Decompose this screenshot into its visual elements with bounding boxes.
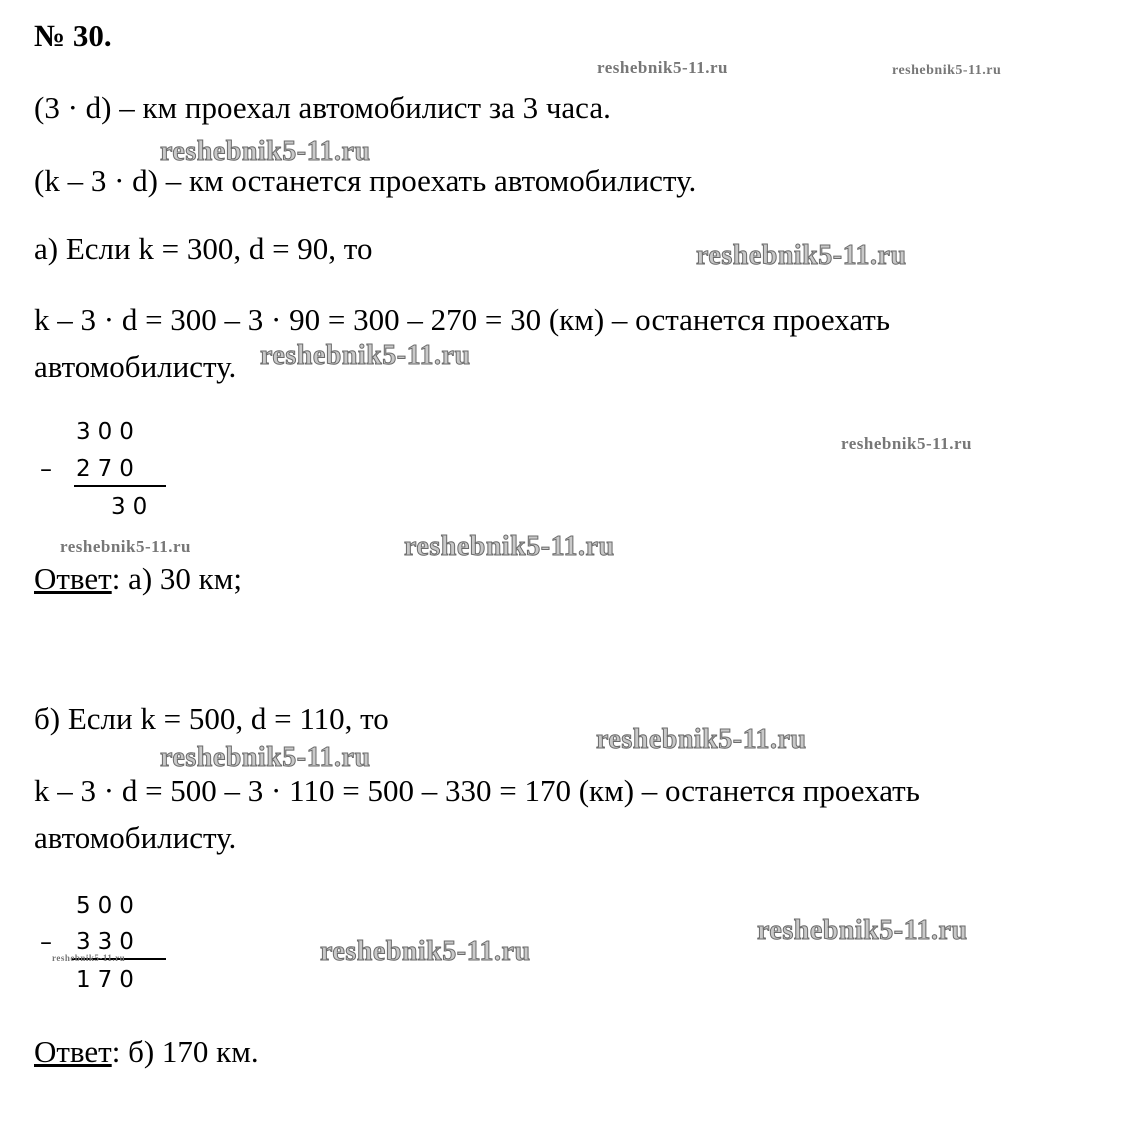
part-a-condition: а) Если k = 300, d = 90, то [34,231,373,266]
part-a-answer-text: : а) 30 км; [111,561,242,596]
definition-line-1: (3 · d) – км проехал автомобилист за 3 часа. [34,90,611,125]
part-b-condition: б) Если k = 500, d = 110, то [34,701,389,736]
part-b-minus-sign: – [40,928,52,956]
part-b-subtrahend: 330 [76,929,141,955]
part-a-result-line [74,485,166,487]
part-a-minus-sign: – [40,455,52,483]
definition-line-2: (k – 3 · d) – км останется проехать автомобилисту. [34,163,697,198]
problem-title: № 30. [34,18,112,53]
watermark: reshebnik5-11.ru [260,340,471,371]
watermark: reshebnik5-11.ru [892,63,1002,78]
watermark: reshebnik5-11.ru [597,58,728,77]
watermark: reshebnik5-11.ru [696,240,907,271]
part-b-result: 170 [76,967,141,993]
part-b-answer-label: Ответ [34,1034,112,1069]
watermark: reshebnik5-11.ru [404,531,615,562]
watermark: reshebnik5-11.ru [596,724,807,755]
part-a-equation-line-2: автомобилисту. [34,349,237,384]
part-a-answer [34,561,242,597]
part-a-subtrahend: 270 [76,456,141,482]
part-a-result: 30 [111,494,155,520]
watermark: reshebnik5-11.ru [160,742,371,773]
watermark: reshebnik5-11.ru [320,936,531,967]
watermark: reshebnik5-11.ru [60,537,191,556]
watermark: reshebnik5-11.ru [160,136,371,167]
part-a-minuend: 300 [76,419,141,445]
watermark: reshebnik5-11.ru [841,434,972,453]
part-b-answer [34,1034,259,1070]
part-b-answer-text: : б) 170 км. [111,1034,259,1069]
watermark: reshebnik5-11.ru [757,915,968,946]
watermark: reshebnik5-11.ru [52,953,126,963]
part-b-equation-line-2: автомобилисту. [34,820,237,855]
part-a-answer-label: Ответ [34,561,112,596]
part-a-equation-line-1: k – 3 · d = 300 – 3 · 90 = 300 – 270 = 30 (км) – останется проехать [34,302,890,337]
part-b-equation-line-1: k – 3 · d = 500 – 3 · 110 = 500 – 330 = 170 (км) – останется проехать [34,773,920,808]
part-b-minuend: 500 [76,893,141,919]
